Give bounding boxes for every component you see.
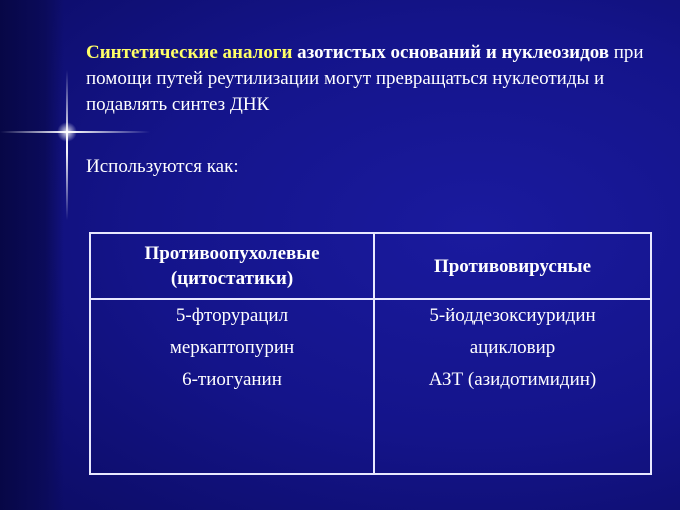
left-decorative-band	[0, 0, 64, 510]
intro-bold-text: азотистых оснований и нуклеозидов	[292, 42, 609, 63]
antiviral-cell	[374, 299, 651, 474]
list-item: АЗТ (азидотимидин)	[428, 369, 597, 390]
sparkle-star-icon	[57, 122, 77, 142]
drug-table	[89, 232, 652, 475]
header-antitumor: Противоопухолевые (цитостатики)	[90, 233, 374, 299]
list-item: 5-йоддезоксиуридин	[429, 305, 596, 326]
list-item: меркаптопурин	[169, 337, 295, 358]
table-body-row	[90, 299, 651, 474]
sparkle-vertical-line	[66, 70, 68, 220]
list-item: 5-фторурацил	[175, 305, 289, 326]
intro-plain-text: при помощи путей реутилизации могут превращаться нуклеотиды и подавлять синтез ДНК	[86, 42, 644, 115]
list-item: 6-тиогуанин	[182, 369, 282, 390]
header-antiviral: Противовирусные	[374, 233, 651, 299]
antitumor-cell	[90, 299, 374, 474]
intro-highlight: Синтетические аналоги	[86, 42, 293, 63]
intro-paragraph	[86, 40, 646, 118]
usage-label: Используются как:	[86, 156, 239, 177]
table-header-row	[90, 233, 651, 299]
list-item: ацикловир	[469, 337, 556, 358]
